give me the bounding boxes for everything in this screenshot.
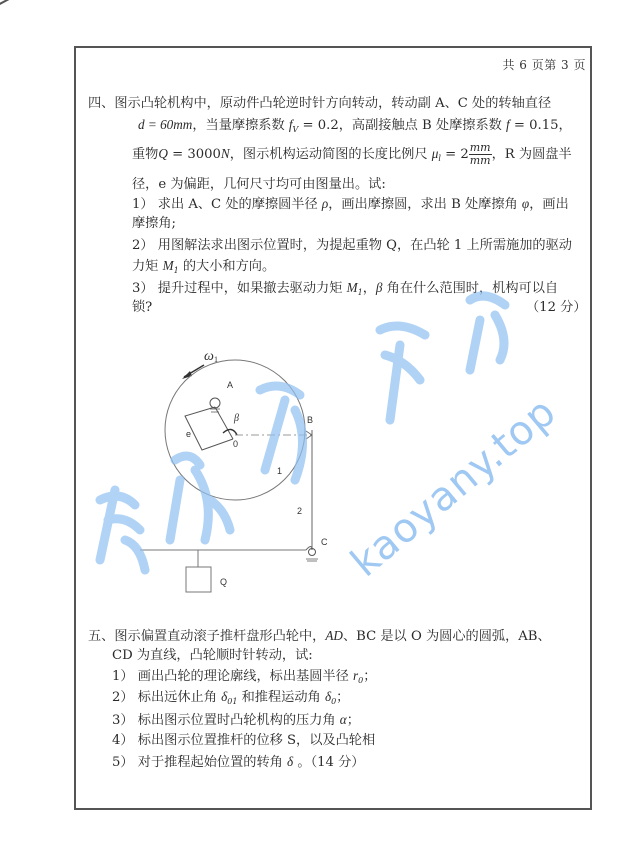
eccentric-link bbox=[185, 407, 233, 450]
q4-item-3 bbox=[132, 278, 558, 302]
q5-item-5 bbox=[112, 752, 365, 772]
label-O: 0 bbox=[233, 439, 239, 449]
q4-mu-val: = 2 bbox=[440, 147, 469, 162]
q4-M-sub: 1 bbox=[357, 288, 363, 297]
q4-text: ，R 为圆盘半 bbox=[491, 147, 572, 162]
q5-AD: AD bbox=[325, 628, 343, 643]
watermark-text: kaoyany.top bbox=[342, 388, 566, 586]
label-2: 2 bbox=[297, 506, 303, 516]
q5-delta: δ bbox=[287, 754, 294, 769]
label-1: 1 bbox=[277, 466, 283, 476]
arrowhead-icon bbox=[182, 371, 192, 379]
q4-phi: φ bbox=[521, 196, 530, 211]
q4-mu: μ bbox=[431, 146, 439, 161]
q4-f: f bbox=[506, 117, 510, 132]
q5-text: 、BC 是以 O 为圆心的圆弧，AB、 bbox=[342, 629, 551, 644]
q4-Q-val: = 3000 bbox=[167, 147, 221, 162]
q5-delta0-sub: 0 bbox=[331, 697, 337, 706]
q4-line-4: 径，e 为偏距，几何尺寸均可由图量出。试: bbox=[132, 177, 386, 192]
q4-N: N bbox=[220, 146, 230, 161]
label-omega: ω bbox=[204, 349, 214, 364]
q4-frac-num: mm bbox=[469, 141, 491, 154]
q4-frac-den: mm bbox=[469, 154, 491, 167]
q4-line-1: 四、图示凸轮机构中，原动件凸轮逆时针方向转动，转动副 A、C 处的转轴直径 bbox=[88, 96, 552, 111]
q4-Q: Q bbox=[158, 146, 168, 161]
q5-text: 3） 标出图示位置时凸轮机构的压力角 bbox=[112, 713, 340, 728]
q4-f-val: = 0.15 bbox=[509, 118, 559, 133]
q4-d-value: d = 60mm bbox=[138, 117, 193, 132]
q5-delta01: δ bbox=[221, 689, 228, 704]
label-B: B bbox=[307, 415, 314, 425]
label-A: A bbox=[227, 380, 234, 390]
q5-item-4: 4） 标出图示位置推杆的位移 S，以及凸轮相 bbox=[112, 733, 376, 748]
q5-delta0: δ bbox=[324, 689, 332, 704]
q4-M-sub: 1 bbox=[173, 266, 179, 275]
q4-text: ， bbox=[362, 281, 376, 296]
q5-text: ； bbox=[363, 669, 377, 684]
label-e: e bbox=[186, 429, 192, 439]
label-omega-sub: 1 bbox=[214, 355, 218, 364]
q4-fv-sub: V bbox=[292, 125, 299, 134]
q5-text: 。（14 分） bbox=[293, 755, 365, 770]
q4-item-3-cont: 锁? bbox=[132, 300, 153, 315]
q4-text: 1） 求出 A、C 处的摩擦圆半径 bbox=[132, 197, 322, 212]
pivot-A-icon bbox=[210, 398, 220, 408]
ground-hatch-icon bbox=[210, 409, 220, 412]
q5-alpha: α bbox=[339, 712, 347, 727]
q5-text: 2） 标出远休止角 bbox=[112, 690, 222, 705]
q4-text: 3） 提升过程中，如果撤去驱动力矩 bbox=[132, 281, 347, 296]
q5-text: 5） 对于推程起始位置的转角 bbox=[112, 755, 288, 770]
q5-text: 五、图示偏置直动滚子推杆盘形凸轮中， bbox=[88, 629, 326, 644]
q4-text: ， bbox=[558, 118, 572, 133]
q4-text: ，画出 bbox=[529, 197, 569, 212]
page-counter: 共 6 页第 3 页 bbox=[502, 58, 586, 72]
q4-item-2: 2） 用图解法求出图示位置时，为提起重物 Q，在凸轮 1 上所需施加的驱动 bbox=[132, 238, 572, 253]
q5-line-2: CD 为直线，凸轮顺时针转动，试: bbox=[112, 648, 313, 663]
q4-text: ，图示机构运动简图的长度比例尺 bbox=[229, 147, 432, 162]
q4-fv-val: = 0.2 bbox=[298, 118, 339, 133]
label-C: C bbox=[321, 537, 328, 547]
q5-item-2 bbox=[112, 687, 349, 711]
q4-rho: ρ bbox=[321, 196, 329, 211]
weight-Q-box bbox=[186, 567, 211, 592]
q5-r-sub: 0 bbox=[358, 676, 364, 685]
q4-fv: f bbox=[288, 117, 293, 132]
q4-text: ，高副接触点 B 处摩擦系数 bbox=[338, 118, 507, 133]
q4-text: ，画出摩擦圆，求出 B 处摩擦角 bbox=[328, 197, 522, 212]
q5-delta01-sub: 01 bbox=[227, 697, 238, 706]
q4-text: 重物 bbox=[132, 147, 159, 162]
q5-text: 和推程运动角 bbox=[237, 690, 325, 705]
label-Q: Q bbox=[220, 577, 228, 587]
eccentric-side bbox=[215, 407, 233, 439]
q4-M: M bbox=[346, 280, 358, 295]
q4-item-1 bbox=[132, 194, 569, 214]
q4-line-2 bbox=[138, 115, 572, 139]
q5-text: ； bbox=[346, 713, 360, 728]
q4-score: （12 分） bbox=[526, 300, 587, 315]
q4-item-1-cont: 摩擦角; bbox=[132, 216, 177, 231]
q5-text: 1） 画出凸轮的理论廓线，标出基圆半径 bbox=[112, 669, 353, 684]
q4-beta: β bbox=[375, 280, 383, 295]
q5-r: r bbox=[352, 668, 359, 683]
q4-text: 力矩 bbox=[132, 259, 163, 274]
q4-fraction bbox=[469, 142, 492, 167]
q5-text: ； bbox=[336, 690, 350, 705]
q5-line-1 bbox=[88, 626, 551, 646]
ground-hatch-icon bbox=[306, 559, 318, 561]
q4-text: ，当量摩擦系数 bbox=[192, 118, 289, 133]
q4-M: M bbox=[162, 258, 174, 273]
cam-mechanism-diagram bbox=[140, 345, 380, 615]
q4-text: 角在什么范围时，机构可以自 bbox=[382, 281, 559, 296]
q4-text: 的大小和方向。 bbox=[178, 259, 276, 274]
q4-line-3 bbox=[132, 142, 572, 168]
q4-mu-sub: l bbox=[438, 154, 441, 163]
q5-item-3 bbox=[112, 710, 360, 730]
scan-corner-mark bbox=[0, 0, 37, 8]
label-beta: β bbox=[234, 413, 239, 424]
q4-item-2-cont bbox=[132, 256, 275, 280]
